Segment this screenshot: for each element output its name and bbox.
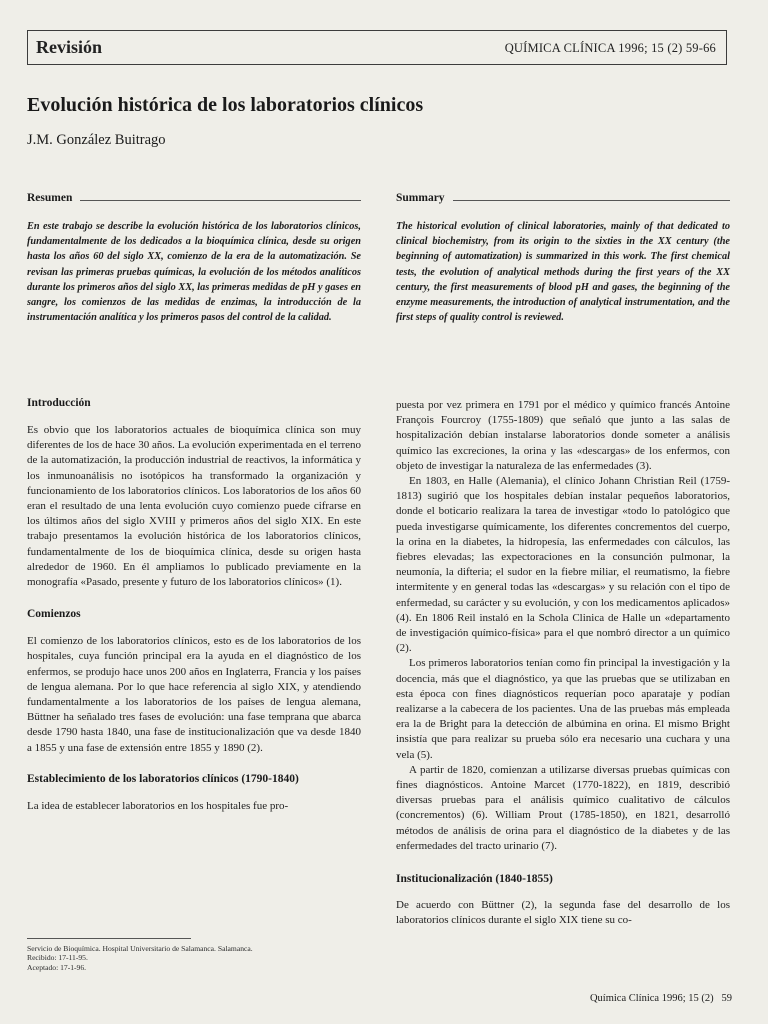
comienzos-heading: Comienzos	[27, 608, 81, 621]
footnote-received: Recibido: 17-11-95.	[27, 953, 88, 963]
left-body-column	[27, 396, 361, 814]
summary-heading	[396, 192, 730, 204]
page-footer: Química Clínica 1996; 15 (2) 59	[589, 993, 732, 1004]
right-paragraph-3: Los primeros laboratorios tenían como fin principal la investigación y la docencia, más que el diagnóstico, ya que las pruebas que se utilizaban en esta época con fines diagnósticos requerían poco aparataje y podían realizarse a la cabecera de los pacientes. Una de las pruebas más empleada era la de Bright para la detección de albúmina en orina. El mismo Bright insistía que para realizar su prueba sólo era necesario una cuchara y una vela (5).	[396, 657, 730, 761]
right-paragraph-2: En 1803, en Halle (Alemania), el clínico Johann Christian Reil (1759-1813) sugirió que los hospitales debían instalar pequeños laboratorios, donde el boticario realizara la tarea de investigar «todo lo patológico que pueda investigarse químicamente, los diferentes concrementos del cuerpo, la orina en la diabetes, la hidropesía, las enfermedades con cálculos, las fiebres elevadas; las expectoraciones en la consunción pulmonar, la neumonía, la difteria; el sudor en la fiebre miliar, el reumatismo, la fiebre intermitente y en general todas las «descargas» y su relación con el tipo de enfermedad, su carácter y su evolución, y con los medicamentos aplicados» (4). En 1806 Reil instaló en la Schola Clinica de Halle un «departamento de investigación químico-física» para el que nombró director a un químico (2).	[396, 475, 730, 655]
resumen-heading	[27, 192, 361, 204]
institucionalizacion-heading: Institucionalización (1840-1855)	[396, 873, 553, 886]
summary-heading-text: Summary	[396, 192, 445, 204]
journal-header	[27, 30, 727, 65]
resumen-heading-text: Resumen	[27, 192, 73, 204]
resumen-text: En este trabajo se describe la evolución histórica de los laboratorios clínicos, fundamentalmente de los dedicados a la bioquímica clínica, desde su origen hasta los años 60 del siglo XX, comienzo de la era de la automatización. Se revisan las primeras pruebas químicas, la evolución de los métodos analíticos durante los primeros años del siglo XX, las primeras medidas de pH y gases en sangre, los comienzos de las medidas de enzimas, la introducción de la instrumentación analítica y los primeros pasos del control de la calidad.	[27, 221, 361, 324]
summary-text: The historical evolution of clinical laboratories, mainly of that dedicated to clinical biochemistry, from its origin to the sixties in the XX century (the beginning of automatization) is summarized in this work. The first chemical tests, the evolution of analytical methods during the first years of the XX century, the first measurements of blood pH and gases, the beginning of the enzyme measurements, the introduction of analytical instrumentation, and the first steps of quality control is reviewed.	[396, 221, 730, 324]
footnote-accepted: Aceptado: 17-1-96.	[27, 962, 87, 972]
introduccion-text: Es obvio que los laboratorios actuales de bioquímica clínica son muy diferentes de los de hace 30 años. La evolución experimentada en el terreno de la automatización, la producción industrial de reactivos, la informática y los inmunoanálisis no isotópicos ha transformado la organización y funcionamiento de los laboratorios clínicos. Los laboratorios de los años 60 eran el resultado de una lenta evolución cuyo comienzo puede cifrarse en los últimos años del siglo XVIII y primeros años del siglo XIX. En este trabajo presentamos la evolución histórica de los laboratorios clínicos, fundamentalmente de los de bioquímica clínica, desde su origen hasta alrededor de 1960. En él ampliamos lo publicado previamente en la monografía «Pasado, presente y futuro de los laboratorios clínicos» (1).	[27, 424, 361, 589]
journal-citation: QUÍMICA CLÍNICA 1996; 15 (2) 59-66	[504, 41, 716, 55]
resumen-section	[27, 192, 361, 325]
article-author: J.M. González Buitrago	[27, 132, 166, 148]
heading-rule	[453, 200, 730, 201]
heading-rule	[80, 200, 361, 201]
right-paragraph-1: puesta por vez primera en 1791 por el médico y químico francés Antoine François Fourcroy (1755-1809) que señaló que junto a las salas de hospitalización debían instalarse laboratorios donde someter a análisis químico las excreciones, la orina y las «descargas» de los enfermos, con objeto de investigar la naturaleza de las enfermedades (3).	[396, 399, 730, 472]
establecimiento-heading: Establecimiento de los laboratorios clínicos (1790-1840)	[27, 772, 299, 785]
summary-section	[396, 192, 730, 325]
article-title: Evolución histórica de los laboratorios clínicos	[27, 94, 424, 116]
introduccion-heading: Introducción	[27, 397, 91, 409]
footnote-affiliation: Servicio de Bioquímica. Hospital Universitario de Salamanca. Salamanca.	[27, 944, 253, 953]
establecimiento-text: La idea de establecer laboratorios en los hospitales fue pro-	[27, 799, 289, 812]
footnote-rule	[27, 938, 191, 939]
right-paragraph-4: A partir de 1820, comienzan a utilizarse diversas pruebas químicas con fines diagnósticos. Antoine Marcet (1770-1822), en 1819, describió diversas pruebas para el análisis químico cualitativo de cálculos (concrementos) (6). William Prout (1785-1850), en 1821, desarrolló métodos de análisis de orina para el diagnóstico de la diabetes y de las enfermedades del tracto urinario (7).	[396, 763, 730, 852]
right-body-column	[396, 398, 730, 929]
right-paragraph-5: De acuerdo con Büttner (2), la segunda fase del desarrollo de los laboratorios clínicos durante el siglo XIX tiene su co-	[396, 899, 730, 927]
footnote	[27, 944, 361, 972]
comienzos-text: El comienzo de los laboratorios clínicos, esto es de los laboratorios de los hospitales, cuya función principal era la ayuda en el diagnóstico de los enfermos, se produjo hace unos 200 años en Inglaterra, Francia y los países de lengua alemana. Por lo que hace referencia al siglo XIX, y atendiendo fundamentalmente a los laboratorios de los países de lengua alemana, Büttner ha señalado tres fases de evolución: una fase temprana que abarca desde 1790 hasta 1840, una fase de institucionalización que va desde 1840 a 1855 y una fase de extensión entre 1855 y 1890 (2).	[27, 635, 361, 754]
section-label: Revisión	[36, 37, 103, 57]
